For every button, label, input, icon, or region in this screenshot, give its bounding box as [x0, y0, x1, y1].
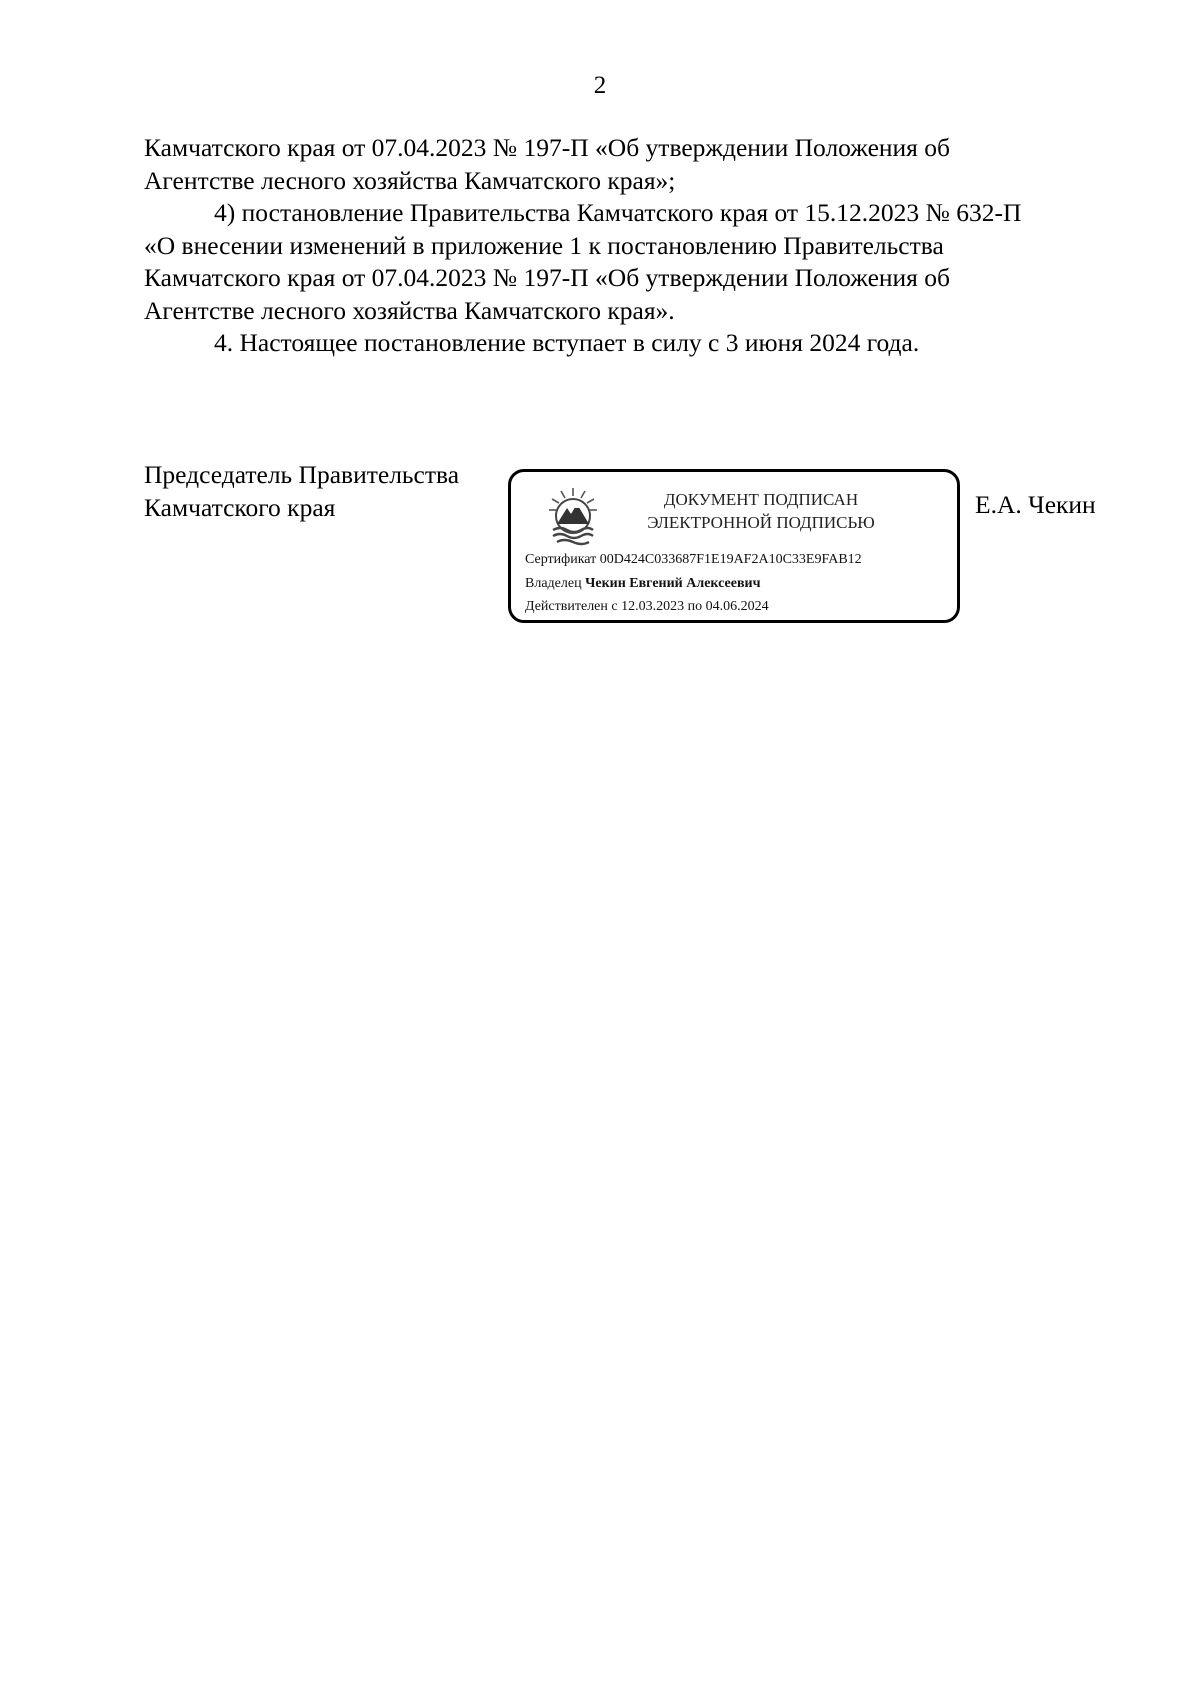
paragraph-item-4-line-3: Камчатского края от 07.04.2023 № 197-П «Об утверждении Положения об	[144, 263, 951, 292]
page-number: 2	[593, 72, 607, 99]
stamp-heading-line-2: ЭЛЕКТРОННОЙ ПОДПИСЬЮ	[647, 513, 875, 532]
stamp-owner-row	[525, 572, 862, 596]
stamp-validity-row	[525, 595, 862, 619]
certificate-value: 00D424C033687F1E19AF2A10C33E9FAB12	[599, 552, 862, 567]
kamchatka-coat-of-arms-icon	[547, 486, 599, 546]
signer-name: Е.А. Чекин	[975, 490, 1096, 519]
paragraph-clause-4	[144, 327, 1120, 360]
valid-label: Действителен с	[525, 599, 618, 614]
stamp-heading	[601, 488, 921, 534]
stamp-certificate-row	[525, 548, 862, 572]
paragraph-item-4-line-1: 4) постановление Правительства Камчатского края от 15.12.2023 № 632-П	[214, 198, 1022, 227]
valid-to-label: по	[687, 599, 703, 614]
paragraph-clause-4-line-1: 4. Настоящее постановление вступает в силу с 3 июня 2024 года.	[214, 328, 920, 357]
valid-from-date: 12.03.2023	[621, 599, 685, 614]
document-body	[144, 132, 1120, 360]
electronic-signature-stamp	[508, 469, 960, 623]
signer-position	[144, 458, 459, 524]
paragraph-1-line-1: Камчатского края от 07.04.2023 № 197-П «Об утверждении Положения об	[144, 133, 951, 162]
paragraph-1	[144, 132, 1120, 197]
valid-to-date: 04.06.2024	[705, 599, 769, 614]
stamp-details	[525, 548, 862, 619]
owner-value: Чекин Евгений Алексеевич	[585, 575, 761, 591]
certificate-label: Сертификат	[525, 552, 597, 567]
paragraph-item-4	[144, 197, 1120, 327]
paragraph-1-line-2: Агентстве лесного хозяйства Камчатского края»;	[144, 165, 676, 195]
owner-label: Владелец	[525, 575, 582, 591]
paragraph-item-4-line-2: «О внесении изменений в приложение 1 к постановлению Правительства	[144, 230, 944, 260]
signer-position-line-2: Камчатского края	[144, 493, 336, 522]
signer-position-line-1: Председатель Правительства	[144, 460, 460, 489]
stamp-heading-line-1: ДОКУМЕНТ ПОДПИСАН	[663, 490, 859, 509]
paragraph-item-4-line-4: Агентстве лесного хозяйства Камчатского края».	[144, 295, 675, 325]
